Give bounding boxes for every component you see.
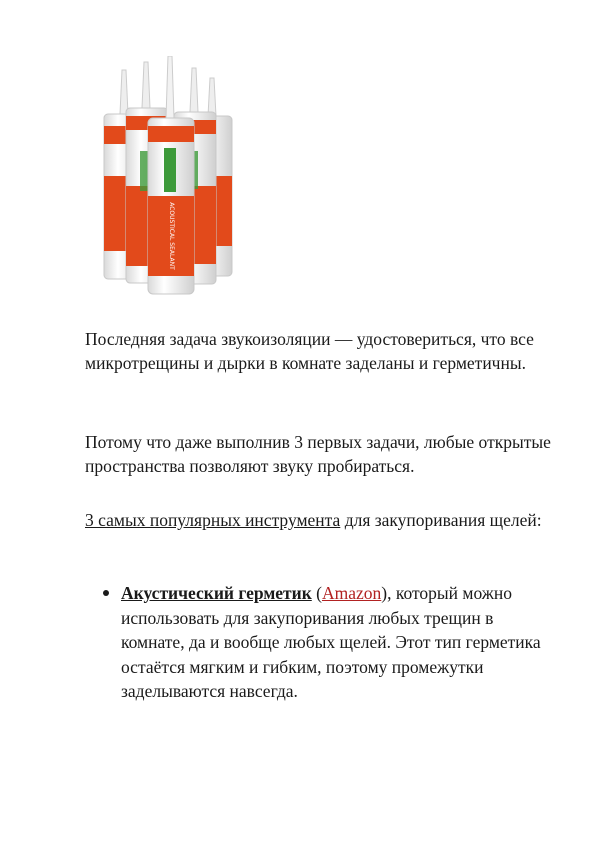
tools-list [85,581,555,704]
paragraph-intro: Последняя задача звукоизоляции — удостовериться, что все микротрещины и дырки в комнате заделаны и герметичны. [85,329,534,373]
sealant-tube-front [148,56,194,294]
item-description: ), который можно использовать для закупоривания любых трещин в комнате, да и вообще любых щелей. Этот тип герметика остаётся мягким и гибким, поэтому промежутки заделываются навсегда. [121,583,541,701]
paragraph-reason: Потому что даже выполнив 3 первых задачи, любые открытые пространства позволяют звуку пробираться. [85,432,551,476]
tools-link[interactable]: 3 самых популярных инструмента [85,510,341,530]
list-item [85,581,555,704]
bullet-icon [103,590,109,596]
tools-intro-rest: для закупоривания щелей: [340,510,542,530]
paragraph-tools-intro [85,508,555,532]
sealant-tubes-image [88,56,248,296]
amazon-link[interactable]: Amazon [321,583,382,603]
item-title: Акустический герметик [121,583,312,603]
tube-side-text: ACOUSTICAL SEALANT [168,202,175,270]
open-paren: ( [311,583,322,603]
